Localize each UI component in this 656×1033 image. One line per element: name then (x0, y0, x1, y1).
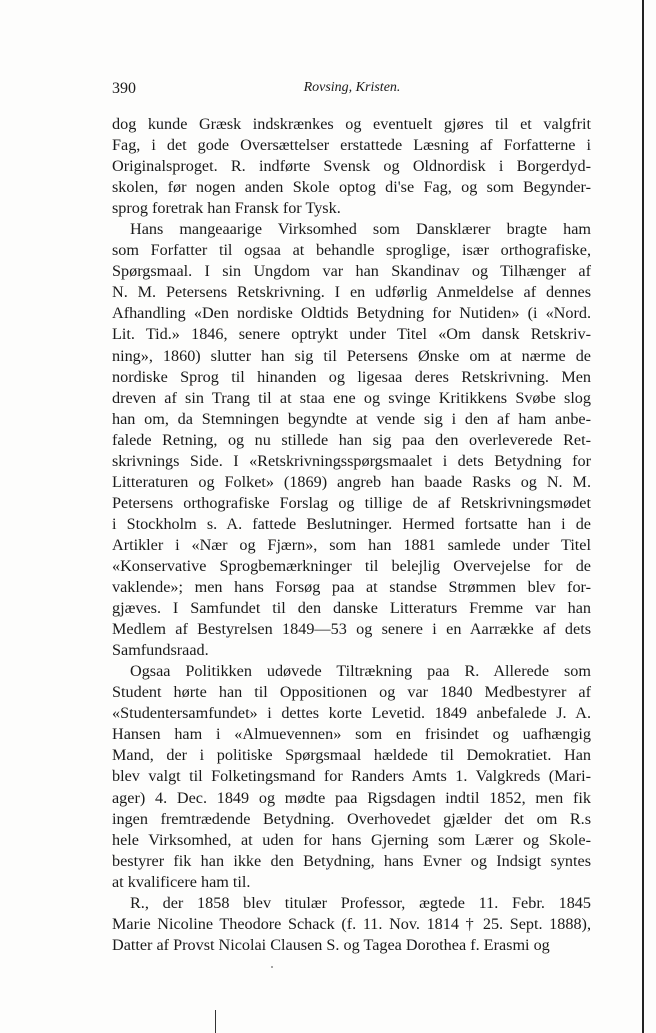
paragraph (112, 893, 591, 956)
text-line: Mand, der i politiske Spørgsmaal hældede til Demokratiet. Han (112, 746, 591, 765)
text-line: han om, da Stemningen begyndte at vende sig i den af ham anbe- (112, 409, 591, 428)
ink-speck (271, 966, 273, 968)
text-line: «Studentersamfundet» i dettes korte Levetid. 1849 anbefalede J. A. (112, 704, 591, 723)
text-line: som Forfatter til ogsaa at behandle sproglige, især orthografiske, (112, 241, 591, 260)
page-header (112, 80, 592, 100)
text-line: gjæves. I Samfundet til den danske Litteraturs Fremme var han (112, 599, 591, 618)
text-line: falede Retning, og nu stillede han sig paa den overleverede Ret- (112, 430, 591, 449)
text-line: Lit. Tid.» 1846, senere optrykt under Titel «Om dansk Retskriv- (112, 325, 591, 344)
running-head: Rovsing, Kristen. (303, 80, 401, 95)
text-line: Medlem af Bestyrelsen 1849—53 og senere i en Aarrække af dets (112, 620, 591, 639)
text-line: vaklende»; men hans Forsøg paa at standse Strømmen blev for- (112, 578, 591, 597)
gutter-mark (215, 1010, 216, 1033)
page-number: 390 (112, 80, 136, 97)
paragraph (112, 114, 591, 219)
text-line: Litteraturen og Folket» (1869) angreb han baade Rasks og N. M. (112, 472, 591, 491)
text-line: Spørgsmaal. I sin Ungdom var han Skandinav og Tilhænger af (112, 262, 591, 281)
text-line: hele Virksomhed, at uden for hans Gjerning som Lærer og Skole- (112, 830, 591, 849)
text-line: dreven af sin Trang til at staa ene og svinge Kritikkens Svøbe slog (112, 388, 591, 407)
body-text (112, 114, 591, 956)
text-line: Originalsproget. R. indførte Svensk og Oldnordisk i Borgerdyd- (112, 157, 591, 176)
text-line: ager) 4. Dec. 1849 og mødte paa Rigsdagen indtil 1852, men fik (112, 788, 591, 807)
text-line: Marie Nicoline Theodore Schack (f. 11. Nov. 1814 † 25. Sept. 1888), (112, 914, 591, 933)
text-line: Student hørte han til Oppositionen og var 1840 Medbestyrer af (112, 683, 591, 702)
text-line: Fag, i det gode Oversættelser erstattede Læsning af Forfatterne i (112, 136, 591, 155)
text-line: Hans mangeaarige Virksomhed som Dansklærer bragte ham (130, 220, 591, 239)
paragraph (112, 661, 591, 893)
text-line: at kvalificere ham til. (112, 872, 251, 891)
text-line: «Konservative Sprogbemærkninger til belejlig Overvejelse for de (112, 556, 591, 575)
text-line: skolen, før nogen anden Skole optog di'se Fag, og som Begynder- (112, 178, 591, 197)
text-line: sprog foretrak han Fransk for Tysk. (112, 199, 341, 218)
text-line: nordiske Sprog til hinanden og ligesaa deres Retskrivning. Men (112, 367, 591, 386)
text-line: Datter af Provst Nicolai Clausen S. og Tagea Dorothea f. Erasmi og (112, 935, 550, 954)
text-line: Samfundsraad. (112, 641, 209, 660)
text-line: Hansen ham i «Almuevennen» som en frisindet og uafhængig (112, 725, 591, 744)
text-line: Artikler i «Nær og Fjærn», som han 1881 samlede under Titel (112, 535, 591, 554)
text-line: skrivnings Side. I «Retskrivningsspørgsmaalet i dets Betydning for (112, 451, 591, 470)
text-line: ingen fremtrædende Betydning. Overhovedet gjælder det om R.s (112, 809, 591, 828)
text-line: bestyrer fik han ikke den Betydning, hans Evner og Indsigt syntes (112, 851, 591, 870)
text-line: blev valgt til Folketingsmand for Randers Amts 1. Valgkreds (Mari- (112, 767, 591, 786)
paragraph (112, 219, 591, 661)
text-line: Ogsaa Politikken udøvede Tiltrækning paa R. Allerede som (130, 662, 591, 681)
text-line: dog kunde Græsk indskrænkes og eventuelt gjøres til et valgfrit (112, 115, 591, 133)
text-line: ning», 1860) slutter han sig til Petersens Ønske om at nærme de (112, 346, 591, 365)
text-line: Afhandling «Den nordiske Oldtids Betydning for Nutiden» (i «Nord. (112, 304, 591, 323)
text-line: N. M. Petersens Retskrivning. I en udførlig Anmeldelse af dennes (112, 283, 591, 302)
text-line: i Stockholm s. A. fattede Beslutninger. Hermed fortsatte han i de (112, 514, 591, 533)
text-line: Petersens orthografiske Forslag og tillige de af Retskrivningsmødet (112, 493, 591, 512)
text-line: R., der 1858 blev titulær Professor, ægtede 11. Febr. 1845 (130, 893, 591, 912)
page-edge-line (642, 0, 644, 1033)
